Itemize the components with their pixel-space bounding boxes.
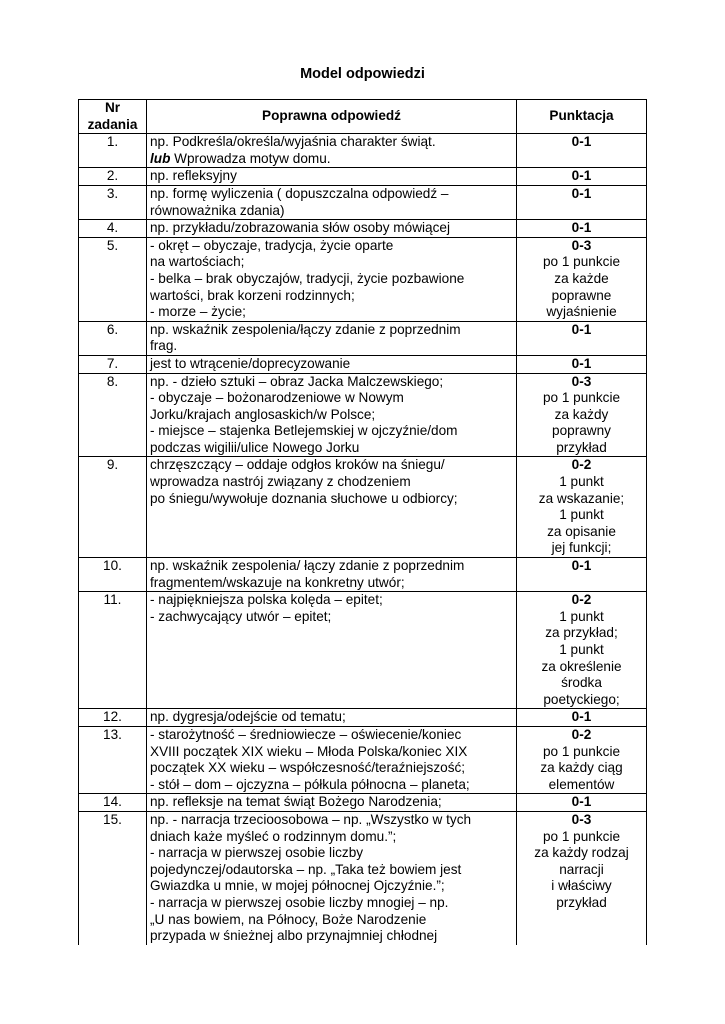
answer-cell xyxy=(147,709,517,727)
answer-line: - starożytność – średniowiecze – oświecenie/koniec xyxy=(150,726,462,742)
answer-line: np. przykładu/zobrazowania słów osoby mówiącej xyxy=(150,220,450,236)
answer-cell xyxy=(147,237,517,321)
points-note-line: 1 punkt xyxy=(559,642,604,657)
answer-line: np. wskaźnik zespolenia/łączy zdanie z poprzednim xyxy=(150,321,461,337)
points-range: 0-3 xyxy=(571,811,592,827)
points-note-line: poetyckiego; xyxy=(543,691,620,707)
table-row xyxy=(79,457,647,558)
task-number-cell: 13. xyxy=(79,726,147,793)
answer-cell xyxy=(147,726,517,793)
task-number-cell: 10. xyxy=(79,558,147,592)
answer-line: - miejsce – stajenka Betlejemskiej w ojczyźnie/dom xyxy=(150,423,458,439)
points-range: 0-1 xyxy=(571,355,592,371)
points-note-line: za każdy xyxy=(554,406,609,422)
table-row xyxy=(79,592,647,709)
header-task-number xyxy=(79,100,147,134)
answer-cell xyxy=(147,811,517,944)
answer-line: XVIII początek XIX wieku – Młoda Polska/koniec XIX xyxy=(150,743,468,759)
task-number-cell: 7. xyxy=(79,355,147,373)
answer-line: chrzęszczący – oddaje odgłos kroków na śniegu/ xyxy=(150,457,445,473)
answer-line: - okręt – obyczaje, tradycja, życie oparte xyxy=(150,237,394,253)
answer-key-table xyxy=(78,99,647,945)
table-row xyxy=(79,709,647,727)
points-cell xyxy=(517,811,647,944)
answer-line: np. dygresja/odejście od tematu; xyxy=(150,709,346,725)
table-row xyxy=(79,373,647,457)
points-cell xyxy=(517,592,647,709)
points-range: 0-3 xyxy=(571,373,592,389)
alternative-marker: lub xyxy=(150,150,171,166)
table-row xyxy=(79,321,647,355)
table-row xyxy=(79,185,647,219)
header-task-number-line2: zadania xyxy=(87,116,138,132)
answer-cell xyxy=(147,321,517,355)
answer-line: - belka – brak obyczajów, tradycji, życie pozbawione xyxy=(150,270,465,286)
answer-line: wprowadza nastrój związany z chodzeniem xyxy=(150,474,411,490)
answer-cell xyxy=(147,457,517,558)
answer-cell xyxy=(147,794,517,812)
answer-cell xyxy=(147,185,517,219)
points-range: 0-1 xyxy=(571,709,592,725)
points-cell xyxy=(517,134,647,168)
points-range: 0-1 xyxy=(571,321,592,337)
points-range: 0-2 xyxy=(571,726,592,742)
answer-line: równoważnika zdania) xyxy=(150,202,285,218)
points-cell xyxy=(517,558,647,592)
points-note-line: 1 punkt xyxy=(559,474,604,490)
task-number-cell: 15. xyxy=(79,811,147,944)
points-cell xyxy=(517,726,647,793)
answer-line: np. refleksyjny xyxy=(150,168,237,184)
answer-line: np. - dzieło sztuki – obraz Jacka Malczewskiego; xyxy=(150,373,444,389)
points-note-line: jej funkcji; xyxy=(551,540,612,556)
points-range: 0-1 xyxy=(571,794,592,810)
points-cell xyxy=(517,237,647,321)
answer-line: frag. xyxy=(150,338,178,354)
points-note-line: poprawne xyxy=(551,287,612,303)
task-number-cell: 12. xyxy=(79,709,147,727)
answer-line: „U nas bowiem, na Północy, Boże Narodzenie xyxy=(150,911,427,927)
points-note-line: za określenie xyxy=(541,658,622,674)
table-row xyxy=(79,558,647,592)
answer-cell xyxy=(147,220,517,238)
points-note-line: i właściwy xyxy=(551,878,612,894)
header-points: Punktacja xyxy=(517,100,647,134)
points-cell xyxy=(517,355,647,373)
answer-cell xyxy=(147,592,517,709)
table-row xyxy=(79,220,647,238)
points-note-line: przykład xyxy=(556,439,607,455)
points-note-line: środka xyxy=(561,675,602,691)
points-note-line: po 1 punkcie xyxy=(542,254,621,270)
points-note-line: 1 punkt xyxy=(559,608,604,624)
points-note-line: wyjaśnienie xyxy=(546,304,617,320)
points-note-line: narracji xyxy=(559,861,604,877)
points-note-line: za każdy rodzaj xyxy=(534,845,629,861)
points-cell xyxy=(517,321,647,355)
points-range: 0-1 xyxy=(571,185,592,201)
task-number-cell: 9. xyxy=(79,457,147,558)
task-number-cell: 3. xyxy=(79,185,147,219)
points-range: 0-1 xyxy=(571,134,592,150)
answer-line: - zachwycający utwór – epitet; xyxy=(150,608,332,624)
answer-cell xyxy=(147,355,517,373)
points-cell xyxy=(517,168,647,186)
task-number-cell: 6. xyxy=(79,321,147,355)
answer-line: przypada w śnieżnej albo przynajmniej chłodnej xyxy=(150,928,438,944)
points-cell xyxy=(517,794,647,812)
answer-line: po śniegu/wywołuje doznania słuchowe u odbiorcy; xyxy=(150,490,458,506)
answer-cell xyxy=(147,558,517,592)
table-row xyxy=(79,168,647,186)
points-note-line: elementów xyxy=(548,776,615,792)
answer-line: np. refleksje na temat świąt Bożego Narodzenia; xyxy=(150,794,442,810)
points-note-line: za każdy ciąg xyxy=(540,760,623,776)
points-cell xyxy=(517,709,647,727)
answer-line: np. formę wyliczenia ( dopuszczalna odpowiedź – xyxy=(150,185,449,201)
answer-line: Gwiazdka u mnie, w mojej północnej Ojczyźnie.”; xyxy=(150,878,445,894)
answer-line: - stół – dom – ojczyzna – półkula północna – planeta; xyxy=(150,776,470,792)
answer-line: podczas wigilii/ulice Nowego Jorku xyxy=(150,439,360,455)
task-number-cell: 11. xyxy=(79,592,147,709)
points-note-line: za wskazanie; xyxy=(538,490,625,506)
answer-line: początek XX wieku – współczesność/teraźniejszość; xyxy=(150,760,466,776)
points-range: 0-1 xyxy=(571,558,592,574)
points-range: 0-2 xyxy=(571,457,592,473)
answer-line: jest to wtrącenie/doprecyzowanie xyxy=(150,355,351,371)
answer-cell xyxy=(147,168,517,186)
points-range: 0-1 xyxy=(571,220,592,236)
points-range: 0-1 xyxy=(571,168,592,184)
table-row xyxy=(79,726,647,793)
answer-line: - obyczaje – bożonarodzeniowe w Nowym xyxy=(150,390,404,406)
points-cell xyxy=(517,373,647,457)
table-row xyxy=(79,237,647,321)
task-number-cell: 2. xyxy=(79,168,147,186)
answer-cell xyxy=(147,373,517,457)
task-number-cell: 4. xyxy=(79,220,147,238)
answer-line: wartości, brak korzeni rodzinnych; xyxy=(150,287,355,303)
points-range: 0-2 xyxy=(571,592,592,608)
answer-line: np. Podkreśla/określa/wyjaśnia charakter świąt. xyxy=(150,134,436,150)
answer-line: dniach każe myśleć o rodzinnym domu.”; xyxy=(150,828,397,844)
points-note-line: za każde xyxy=(554,270,609,286)
task-number-cell: 8. xyxy=(79,373,147,457)
points-range: 0-3 xyxy=(571,237,592,253)
points-note-line: poprawny xyxy=(552,423,611,439)
answer-line: Jorku/krajach anglosaskich/w Polsce; xyxy=(150,406,376,422)
table-row xyxy=(79,355,647,373)
table-row xyxy=(79,811,647,944)
answer-line: fragmentem/wskazuje na konkretny utwór; xyxy=(150,574,405,590)
task-number-cell: 1. xyxy=(79,134,147,168)
answer-line: - narracja w pierwszej osobie liczby mnogiej – np. xyxy=(150,894,449,910)
table-row xyxy=(79,794,647,812)
answer-line: - najpiękniejsza polska kolęda – epitet; xyxy=(150,592,383,608)
header-task-number-line1: Nr xyxy=(104,100,121,115)
answer-line: pojedynczej/odautorska – np. „Taka też bowiem jest xyxy=(150,861,462,877)
points-note-line: za przykład; xyxy=(545,625,618,641)
answer-line: na wartościach; xyxy=(150,254,245,270)
table-row xyxy=(79,134,647,168)
points-note-line: po 1 punkcie xyxy=(542,828,621,844)
points-note-line: po 1 punkcie xyxy=(542,390,621,406)
points-note-line: 1 punkt xyxy=(559,507,604,523)
answer-line: np. wskaźnik zespolenia/ łączy zdanie z poprzednim xyxy=(150,558,465,574)
points-note-line: przykład xyxy=(556,894,607,910)
task-number-cell: 14. xyxy=(79,794,147,812)
points-cell xyxy=(517,185,647,219)
answer-line: lub Wprowadza motyw domu. xyxy=(150,150,331,166)
answer-line: - morze – życie; xyxy=(150,304,246,320)
header-correct-answer: Poprawna odpowiedź xyxy=(147,100,517,134)
table-header-row xyxy=(79,100,647,134)
task-number-cell: 5. xyxy=(79,237,147,321)
points-cell xyxy=(517,457,647,558)
points-note-line: za opisanie xyxy=(547,523,616,539)
answer-cell xyxy=(147,134,517,168)
answer-line: np. - narracja trzecioosobowa – np. „Wszystko w tych xyxy=(150,811,472,827)
points-note-line: po 1 punkcie xyxy=(542,743,621,759)
document-title: Model odpowiedzi xyxy=(300,66,425,82)
points-cell xyxy=(517,220,647,238)
answer-line: - narracja w pierwszej osobie liczby xyxy=(150,845,364,861)
